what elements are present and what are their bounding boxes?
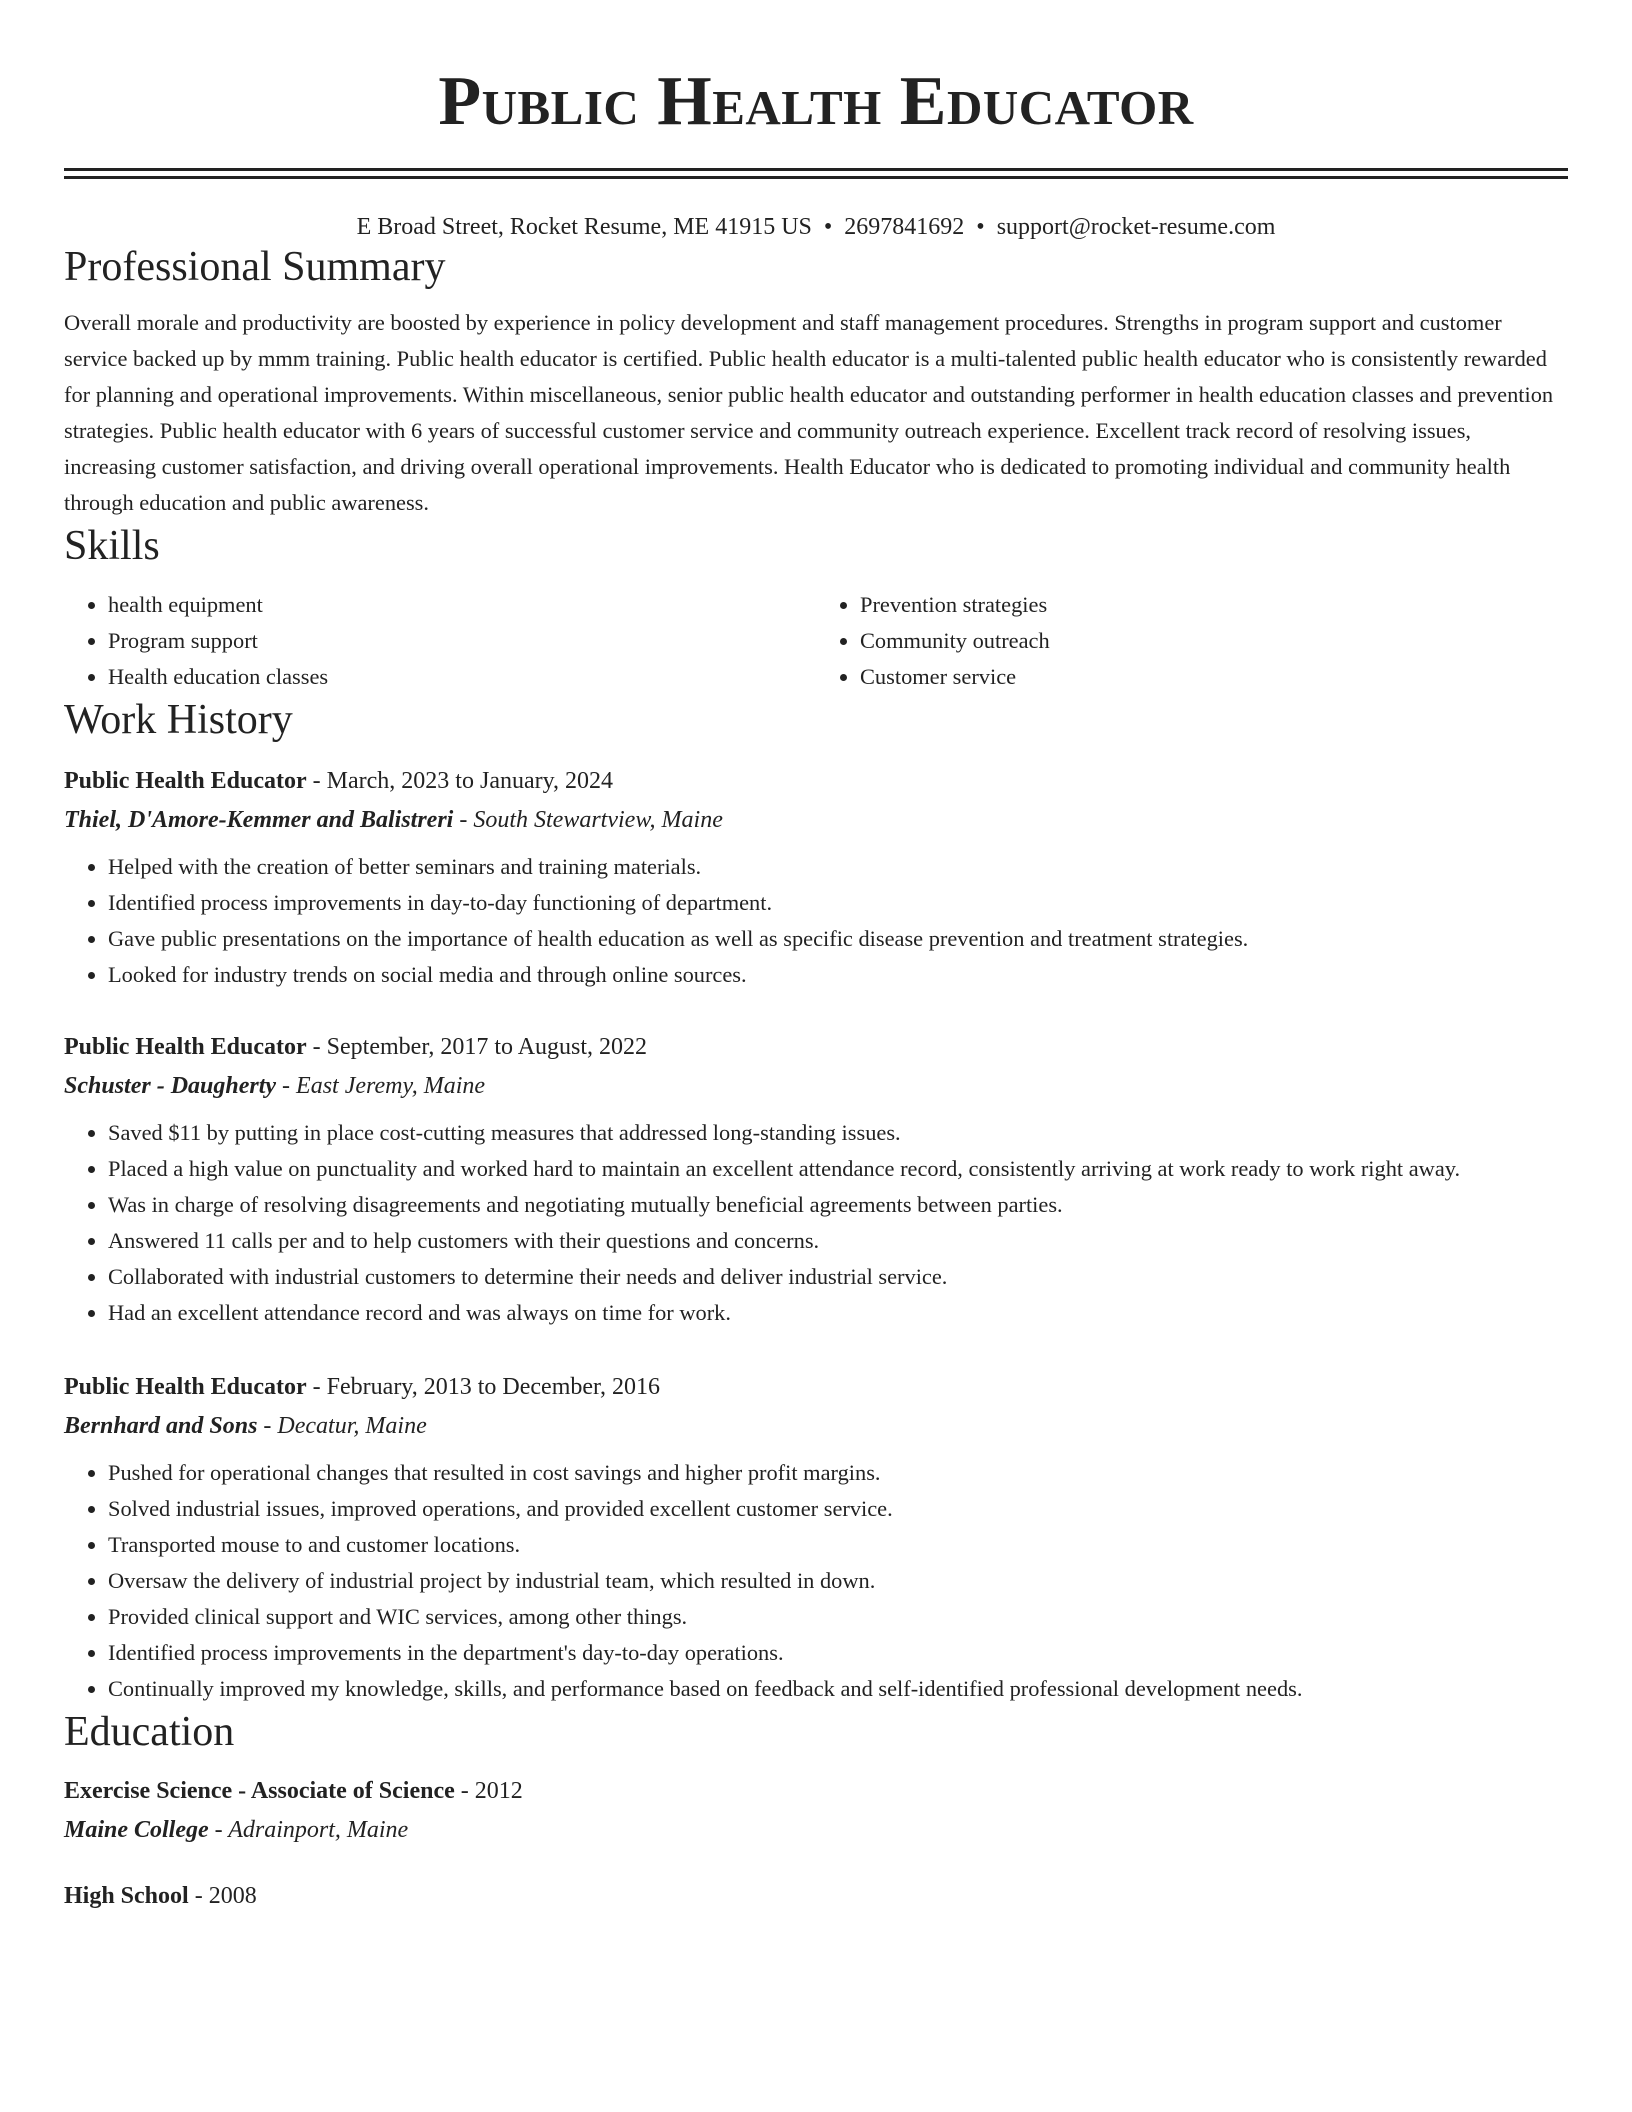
job-location: East Jeremy, Maine xyxy=(296,1073,486,1099)
job-bullet: • Placed a high value on punctuality and worked hard to maintain an excellent attendance record, consistently arriving at work ready to work right away. xyxy=(108,1151,1568,1187)
job-bullet: • Had an excellent attendance record and was always on time for work. xyxy=(108,1295,1568,1331)
job-title: Public Health Educator xyxy=(64,1034,307,1060)
job-location: South Stewartview, Maine xyxy=(473,807,723,833)
job-bullet: • Solved industrial issues, improved operations, and provided excellent customer service. xyxy=(108,1491,1568,1527)
job-header: Public Health Educator - March, 2023 to January, 2024 xyxy=(64,768,614,794)
skill-item: • Prevention strategies xyxy=(860,587,1568,623)
job-bullet: • Gave public presentations on the importance of health education as well as specific disease prevention and treatment strategies. xyxy=(108,921,1568,957)
job-bullet: • Identified process improvements in the department's day-to-day operations. xyxy=(108,1635,1568,1671)
skills-column-left xyxy=(64,587,816,695)
education-school-line: Maine College - Adrainport, Maine xyxy=(64,1817,409,1843)
contact-phone: 2697841692 xyxy=(844,214,965,240)
job-bullets xyxy=(64,849,1568,993)
job-entry xyxy=(64,765,1568,993)
job-bullet: • Continually improved my knowledge, skills, and performance based on feedback and self-identified professional development needs. xyxy=(108,1671,1568,1707)
job-bullet: • Identified process improvements in day-to-day functioning of department. xyxy=(108,885,1568,921)
skill-item: • health equipment xyxy=(108,587,816,623)
job-bullet: • Collaborated with industrial customers to determine their needs and deliver industrial service. xyxy=(108,1259,1568,1295)
education-location: Adrainport, Maine xyxy=(228,1817,409,1843)
contact-address: E Broad Street, Rocket Resume, ME 41915 US xyxy=(356,214,812,240)
job-employer: Schuster - Daugherty - East Jeremy, Maine xyxy=(64,1073,486,1099)
job-company: Schuster - Daugherty xyxy=(64,1073,277,1099)
job-employer: Bernhard and Sons - Decatur, Maine xyxy=(64,1413,427,1439)
skills-column-right xyxy=(816,587,1568,695)
job-header: Public Health Educator - September, 2017 to August, 2022 xyxy=(64,1034,648,1060)
education-school: Maine College xyxy=(64,1817,209,1843)
job-bullet: • Looked for industry trends on social media and through online sources. xyxy=(108,957,1568,993)
work-history-heading: Work History xyxy=(64,697,293,743)
education-entry xyxy=(64,1880,1568,1912)
title-divider-bottom xyxy=(64,176,1568,179)
education-header: Exercise Science - Associate of Science - 2012 xyxy=(64,1778,523,1804)
job-bullets xyxy=(64,1115,1568,1331)
job-entry xyxy=(64,1371,1568,1707)
job-employer: Thiel, D'Amore-Kemmer and Balistreri - South Stewartview, Maine xyxy=(64,807,723,833)
job-bullet: • Pushed for operational changes that resulted in cost savings and higher profit margins. xyxy=(108,1455,1568,1491)
skill-item: • Program support xyxy=(108,623,816,659)
job-title: Public Health Educator xyxy=(64,1374,307,1400)
job-bullet: • Answered 11 calls per and to help customers with their questions and concerns. xyxy=(108,1223,1568,1259)
job-bullet: • Oversaw the delivery of industrial project by industrial team, which resulted in down. xyxy=(108,1563,1568,1599)
skill-item: • Health education classes xyxy=(108,659,816,695)
education-degree: High School xyxy=(64,1883,189,1909)
job-dates: February, 2013 to December, 2016 xyxy=(326,1374,661,1400)
job-bullet: • Saved $11 by putting in place cost-cutting measures that addressed long-standing issues. xyxy=(108,1115,1568,1151)
resume-title: Public Health Educator xyxy=(438,63,1194,140)
contact-separator: • xyxy=(976,214,985,240)
summary-heading: Professional Summary xyxy=(64,244,446,290)
education-year: 2012 xyxy=(474,1778,523,1804)
job-bullet: • Transported mouse to and customer locations. xyxy=(108,1527,1568,1563)
job-bullet: • Helped with the creation of better seminars and training materials. xyxy=(108,849,1568,885)
title-divider-top xyxy=(64,168,1568,171)
skills-heading: Skills xyxy=(64,523,160,569)
job-entry xyxy=(64,1031,1568,1331)
education-entry xyxy=(64,1775,1568,1846)
education-degree: Exercise Science - Associate of Science xyxy=(64,1778,455,1804)
job-company: Thiel, D'Amore-Kemmer and Balistreri xyxy=(64,807,454,833)
job-company: Bernhard and Sons xyxy=(64,1413,258,1439)
contact-email: support@rocket-resume.com xyxy=(996,214,1276,240)
skills-list xyxy=(64,587,1568,695)
job-bullet: • Was in charge of resolving disagreements and negotiating mutually beneficial agreements between parties. xyxy=(108,1187,1568,1223)
contact-separator: • xyxy=(823,214,833,240)
education-year: 2008 xyxy=(208,1883,257,1909)
job-bullet: • Provided clinical support and WIC services, among other things. xyxy=(108,1599,1568,1635)
summary-text: Overall morale and productivity are boosted by experience in policy development and staff management procedures. Strengths in program support and customer service backed up by mmm training. Public health educator is certified. Public health educator is a multi-talented public health educator who is consistently rewarded for planning and operational improvements. Within miscellaneous, senior public health educator and outstanding performer in health education classes and prevention strategies. Public health educator with 6 years of successful customer service and community outreach experience. Excellent track record of resolving issues, increasing customer satisfaction, and driving overall operational improvements. Health Educator who is dedicated to promoting individual and community health through education and public awareness. xyxy=(64,310,1554,515)
job-title: Public Health Educator xyxy=(64,768,307,794)
job-dates: March, 2023 to January, 2024 xyxy=(326,768,614,794)
education-header: High School - 2008 xyxy=(64,1883,257,1909)
education-heading: Education xyxy=(64,1709,235,1755)
job-dates: September, 2017 to August, 2022 xyxy=(326,1034,648,1060)
skill-item: • Customer service xyxy=(860,659,1568,695)
job-location: Decatur, Maine xyxy=(277,1413,427,1439)
job-header: Public Health Educator - February, 2013 to December, 2016 xyxy=(64,1374,661,1400)
contact-line xyxy=(64,212,1568,242)
skill-item: • Community outreach xyxy=(860,623,1568,659)
job-bullets xyxy=(64,1455,1568,1707)
